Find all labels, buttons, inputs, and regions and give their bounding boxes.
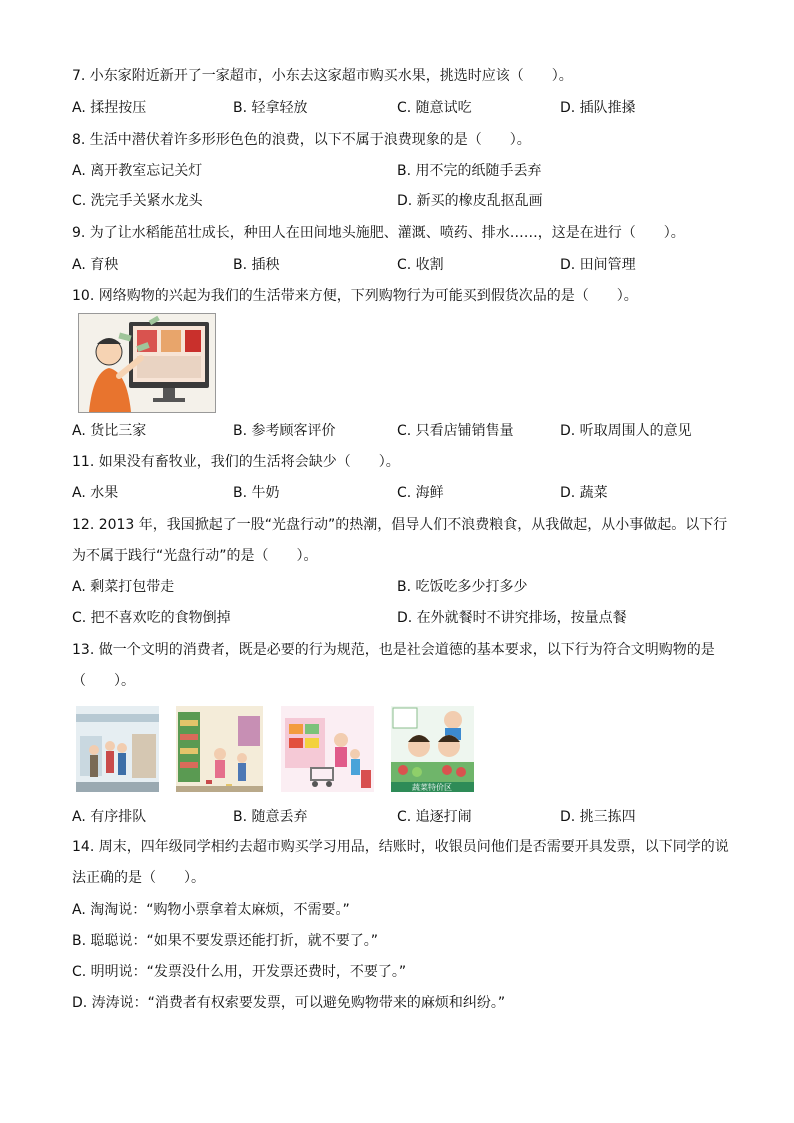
question-11-option-d: D. 蔬菜: [560, 485, 608, 501]
question-9-option-d: D. 田间管理: [560, 257, 636, 273]
question-12-stem-line1: 12. 2013 年，我国掀起了一股“光盘行动”的热潮，倡导人们不浪费粮食，从我做起，从小事做起。以下行: [72, 517, 728, 533]
question-7-option-c: C. 随意试吃: [397, 100, 472, 116]
question-9-option-a: A. 育秧: [72, 257, 119, 273]
chasing-illustration: [281, 706, 374, 792]
question-7-option-a: A. 揉捏按压: [72, 100, 147, 116]
question-13-option-c: C. 追逐打闹: [397, 809, 472, 825]
question-8-option-a: A. 离开教室忘记关灯: [72, 163, 203, 179]
question-10-option-c: C. 只看店铺销售量: [397, 423, 514, 439]
question-13-option-d: D. 挑三拣四: [560, 809, 636, 825]
littering-illustration: [176, 706, 263, 792]
question-8-option-c: C. 洗完手关紧水龙头: [72, 193, 203, 209]
question-13-option-b: B. 随意丢弃: [233, 809, 308, 825]
question-8-option-b: B. 用不完的纸随手丢弃: [397, 163, 542, 179]
question-10-stem: 10. 网络购物的兴起为我们的生活带来方便，下列购物行为可能买到假货次品的是（ ）。: [72, 288, 638, 304]
question-11-option-c: C. 海鲜: [397, 485, 444, 501]
question-10-option-d: D. 听取周围人的意见: [560, 423, 692, 439]
vegetable-sale-sign: 蔬菜特价区: [412, 783, 452, 792]
picking-vegetables-illustration: [391, 706, 474, 792]
question-13-stem-line2: （ ）。: [72, 673, 135, 689]
question-14-option-b: B. 聪聪说：“如果不要发票还能打折，就不要了。”: [72, 933, 379, 949]
question-8-option-d: D. 新买的橡皮乱抠乱画: [397, 193, 543, 209]
question-7-stem: 7. 小东家附近新开了一家超市，小东去这家超市购买水果，挑选时应该（ ）。: [72, 68, 573, 84]
question-10-option-a: A. 货比三家: [72, 423, 147, 439]
question-12-option-d: D. 在外就餐时不讲究排场，按量点餐: [397, 610, 627, 626]
question-12-stem-line2: 为不属于践行“光盘行动”的是（ ）。: [72, 548, 318, 564]
question-11-option-a: A. 水果: [72, 485, 119, 501]
question-14-stem-line1: 14. 周末，四年级同学相约去超市购买学习用品，结账时，收银员问他们是否需要开具发票，以下同学的说: [72, 839, 729, 855]
question-9-option-b: B. 插秧: [233, 257, 280, 273]
question-13-option-a: A. 有序排队: [72, 809, 147, 825]
question-12-option-c: C. 把不喜欢吃的食物倒掉: [72, 610, 231, 626]
question-13-stem-line1: 13. 做一个文明的消费者，既是必要的行为规范，也是社会道德的基本要求，以下行为符合文明购物的是: [72, 642, 715, 658]
question-9-stem: 9. 为了让水稻能茁壮成长，种田人在田间地头施肥、灌溉、喷药、排水……，这是在进行（ ）。: [72, 225, 685, 241]
question-11-stem: 11. 如果没有畜牧业，我们的生活将会缺少（ ）。: [72, 454, 400, 470]
queue-illustration: [76, 706, 159, 792]
question-7-option-d: D. 插队推搡: [560, 100, 636, 116]
question-14-option-c: C. 明明说：“发票没什么用，开发票还费时，不要了。”: [72, 964, 407, 980]
question-14-option-d: D. 涛涛说：“消费者有权索要发票，可以避免购物带来的麻烦和纠纷。”: [72, 995, 506, 1011]
online-shopping-illustration: [78, 313, 216, 413]
question-14-stem-line2: 法正确的是（ ）。: [72, 870, 205, 886]
question-8-stem: 8. 生活中潜伏着许多形形色色的浪费，以下不属于浪费现象的是（ ）。: [72, 132, 531, 148]
question-14-option-a: A. 淘淘说：“购物小票拿着太麻烦，不需要。”: [72, 902, 350, 918]
question-11-option-b: B. 牛奶: [233, 485, 280, 501]
question-12-option-b: B. 吃饭吃多少打多少: [397, 579, 528, 595]
question-9-option-c: C. 收割: [397, 257, 444, 273]
question-10-option-b: B. 参考顾客评价: [233, 423, 336, 439]
question-7-option-b: B. 轻拿轻放: [233, 100, 308, 116]
question-12-option-a: A. 剩菜打包带走: [72, 579, 175, 595]
